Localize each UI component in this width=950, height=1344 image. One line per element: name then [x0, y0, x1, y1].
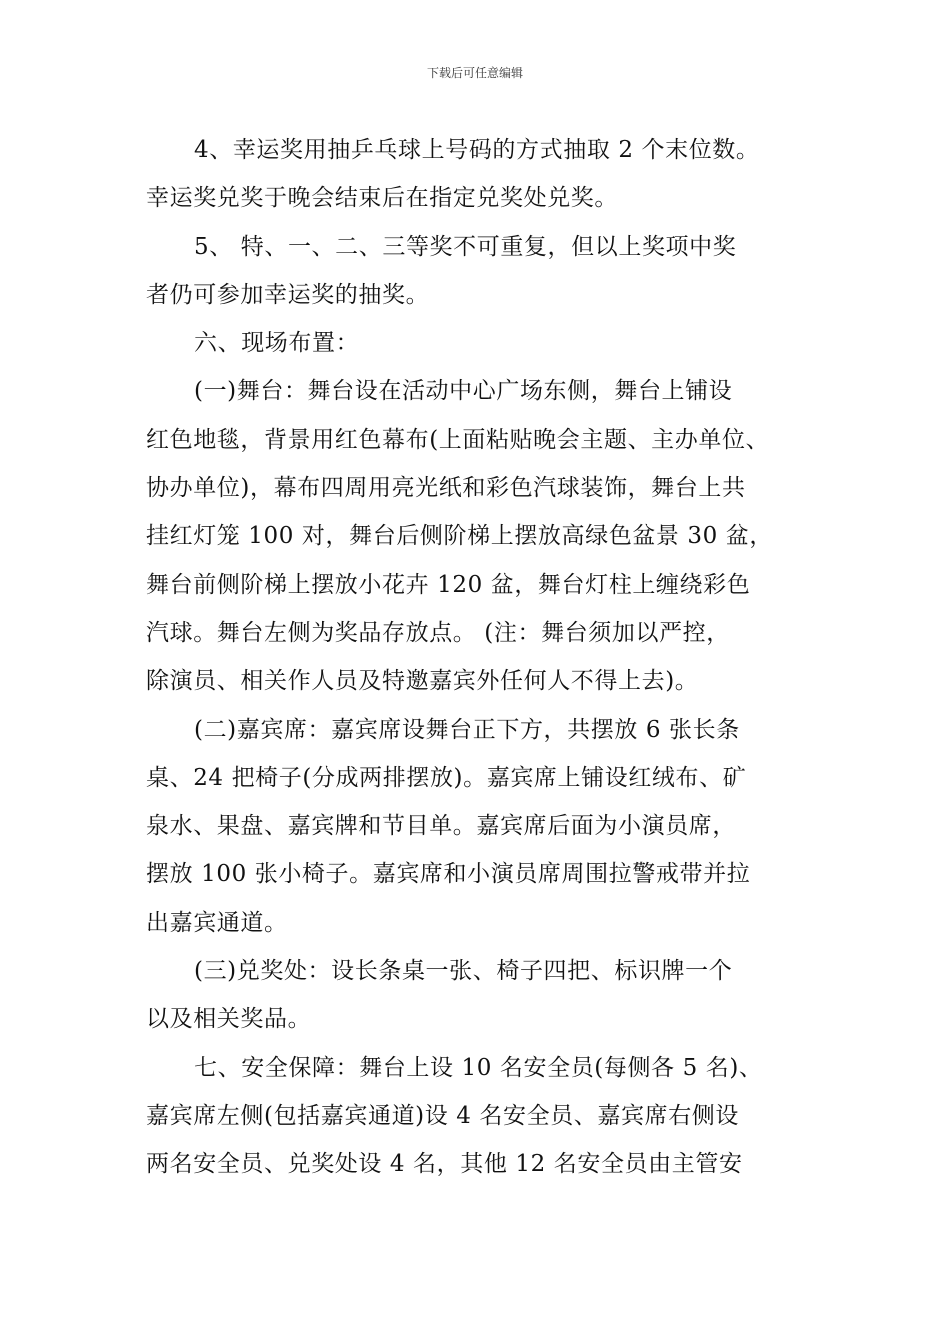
- page-header-note: 下载后可任意编辑: [426, 66, 523, 80]
- text-line: 摆放 100 张小椅子。嘉宾席和小演员席周围拉警戒带并拉: [146, 861, 751, 888]
- text-line: 七、安全保障：舞台上设 10 名安全员(每侧各 5 名)、: [194, 1054, 763, 1081]
- paragraph-prize-redemption: [146, 947, 818, 1044]
- text-line: 者仍可参加幸运奖的抽奖。: [146, 281, 430, 308]
- text-line: 六、现场布置：: [194, 330, 360, 357]
- paragraph-stage: [146, 367, 818, 705]
- text-line: (一)舞台：舞台设在活动中心广场东侧，舞台上铺设: [194, 378, 733, 405]
- text-line: (二)嘉宾席：嘉宾席设舞台正下方，共摆放 6 张长条: [194, 716, 740, 743]
- text-line: 红色地毯，背景用红色幕布(上面粘贴晚会主题、主办单位、: [146, 426, 770, 453]
- paragraph-lucky-draw: [146, 126, 818, 223]
- text-line: 出嘉宾通道。: [146, 909, 288, 936]
- text-line: 嘉宾席左侧(包括嘉宾通道)设 4 名安全员、嘉宾席右侧设: [146, 1102, 740, 1129]
- text-line: 两名安全员、兑奖处设 4 名，其他 12 名安全员由主管安: [146, 1151, 743, 1178]
- section-heading-venue-layout: [146, 319, 818, 367]
- paragraph-security: [146, 1044, 818, 1189]
- text-line: 5、 特、一、二、三等奖不可重复，但以上奖项中奖: [194, 233, 737, 260]
- paragraph-no-repeat-prize: [146, 223, 818, 320]
- text-line: 协办单位)，幕布四周用亮光纸和彩色汽球装饰，舞台上共: [146, 475, 746, 502]
- text-line: 泉水、果盘、嘉宾牌和节目单。嘉宾席后面为小演员席，: [146, 813, 736, 840]
- text-line: 除演员、相关作人员及特邀嘉宾外任何人不得上去)。: [146, 668, 699, 695]
- text-line: 以及相关奖品。: [146, 1006, 312, 1033]
- text-line: 汽球。舞台左侧为奖品存放点。 (注：舞台须加以严控，: [146, 619, 730, 646]
- text-line: 桌、24 把椅子(分成两排摆放)。嘉宾席上铺设红绒布、矿: [146, 764, 747, 791]
- text-line: 舞台前侧阶梯上摆放小花卉 120 盆，舞台灯柱上缠绕彩色: [146, 571, 751, 598]
- text-line: 4、幸运奖用抽乒乓球上号码的方式抽取 2 个末位数。: [194, 137, 760, 163]
- text-line: (三)兑奖处：设长条桌一张、椅子四把、标识牌一个: [194, 958, 733, 985]
- document-body: [146, 126, 818, 1189]
- paragraph-guest-seating: [146, 706, 818, 947]
- text-line: 幸运奖兑奖于晚会结束后在指定兑奖处兑奖。: [146, 185, 618, 212]
- text-line: 挂红灯笼 100 对，舞台后侧阶梯上摆放高绿色盆景 30 盆，: [146, 523, 774, 550]
